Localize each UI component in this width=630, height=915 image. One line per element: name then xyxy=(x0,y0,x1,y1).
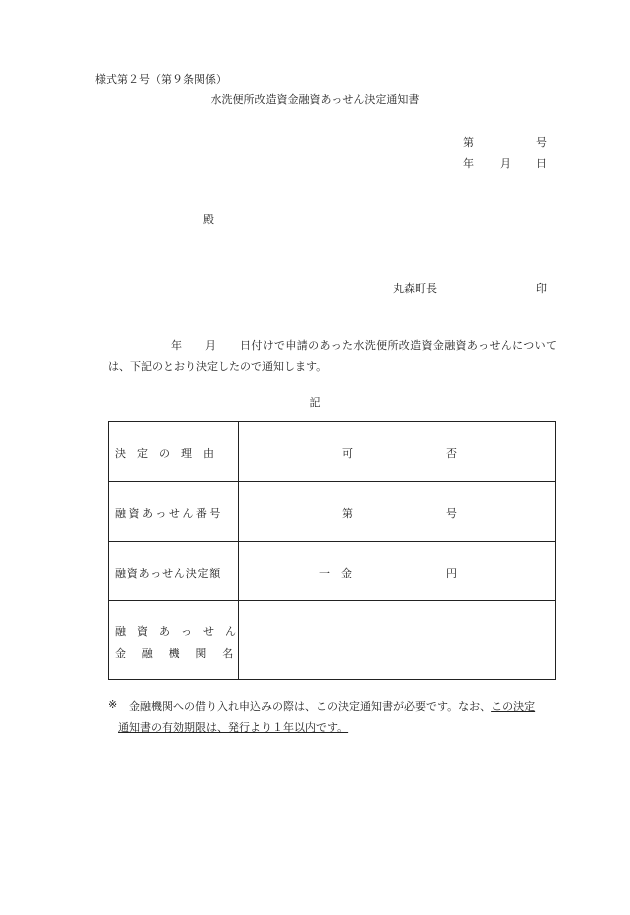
note-line2-underlined: 通知書の有効期限は、発行より１年以内です。 xyxy=(118,721,349,734)
row-label-cell xyxy=(109,482,239,541)
note-mark: ※ xyxy=(108,698,118,711)
table-row xyxy=(109,481,555,541)
loan-amount-prefix: 一 金 xyxy=(319,567,352,580)
issuer-name: 丸森町長 xyxy=(393,282,437,295)
note-line1-underlined: この決定 xyxy=(491,700,536,713)
ki-heading: 記 xyxy=(309,396,321,409)
table-row xyxy=(109,541,555,600)
approve-option: 可 xyxy=(342,447,353,460)
addressee-honorific: 殿 xyxy=(203,213,214,226)
reject-option: 否 xyxy=(446,447,457,460)
loan-number-label: 融資あっせん番号 xyxy=(115,507,223,520)
document-title: 水洗便所改造資金融資あっせん決定通知書 xyxy=(210,93,420,106)
notice-date-month: 月 xyxy=(500,157,511,170)
note-line1-text: 金融機関への借り入れ申込みの際は、この決定通知書が必要です。なお、 xyxy=(129,700,492,713)
loan-number-suffix: 号 xyxy=(446,507,457,520)
table-row xyxy=(109,422,555,481)
bank-label-line1: 融 資 あ っ せ ん xyxy=(115,625,236,638)
form-number-label: 様式第２号（第９条関係） xyxy=(95,73,227,86)
body-text-line1: 日付けで申請のあった水洗便所改造資金融資あっせんについて xyxy=(240,339,558,352)
bank-label-line2: 金 融 機 関 名 xyxy=(115,647,236,660)
loan-amount-unit: 円 xyxy=(446,567,457,580)
body-text-line2: は、下記のとおり決定したので通知します。 xyxy=(108,360,328,373)
table-row xyxy=(109,600,555,679)
note-line1 xyxy=(129,698,535,714)
seal-mark: 印 xyxy=(536,282,547,295)
row-label-cell xyxy=(109,422,239,481)
notice-number-suffix: 号 xyxy=(536,136,547,149)
decision-reason-label: 決 定 の 理 由 xyxy=(115,447,214,460)
decision-table xyxy=(108,421,556,680)
row-label-cell xyxy=(109,601,239,679)
body-date-month: 月 xyxy=(205,339,216,352)
row-label-cell xyxy=(109,542,239,600)
loan-amount-label: 融資あっせん決定額 xyxy=(115,567,222,580)
notice-number-prefix: 第 xyxy=(463,136,474,149)
notice-date-day: 日 xyxy=(536,157,547,170)
body-date-year: 年 xyxy=(171,339,182,352)
notice-date-year: 年 xyxy=(463,157,474,170)
loan-number-prefix: 第 xyxy=(342,507,353,520)
